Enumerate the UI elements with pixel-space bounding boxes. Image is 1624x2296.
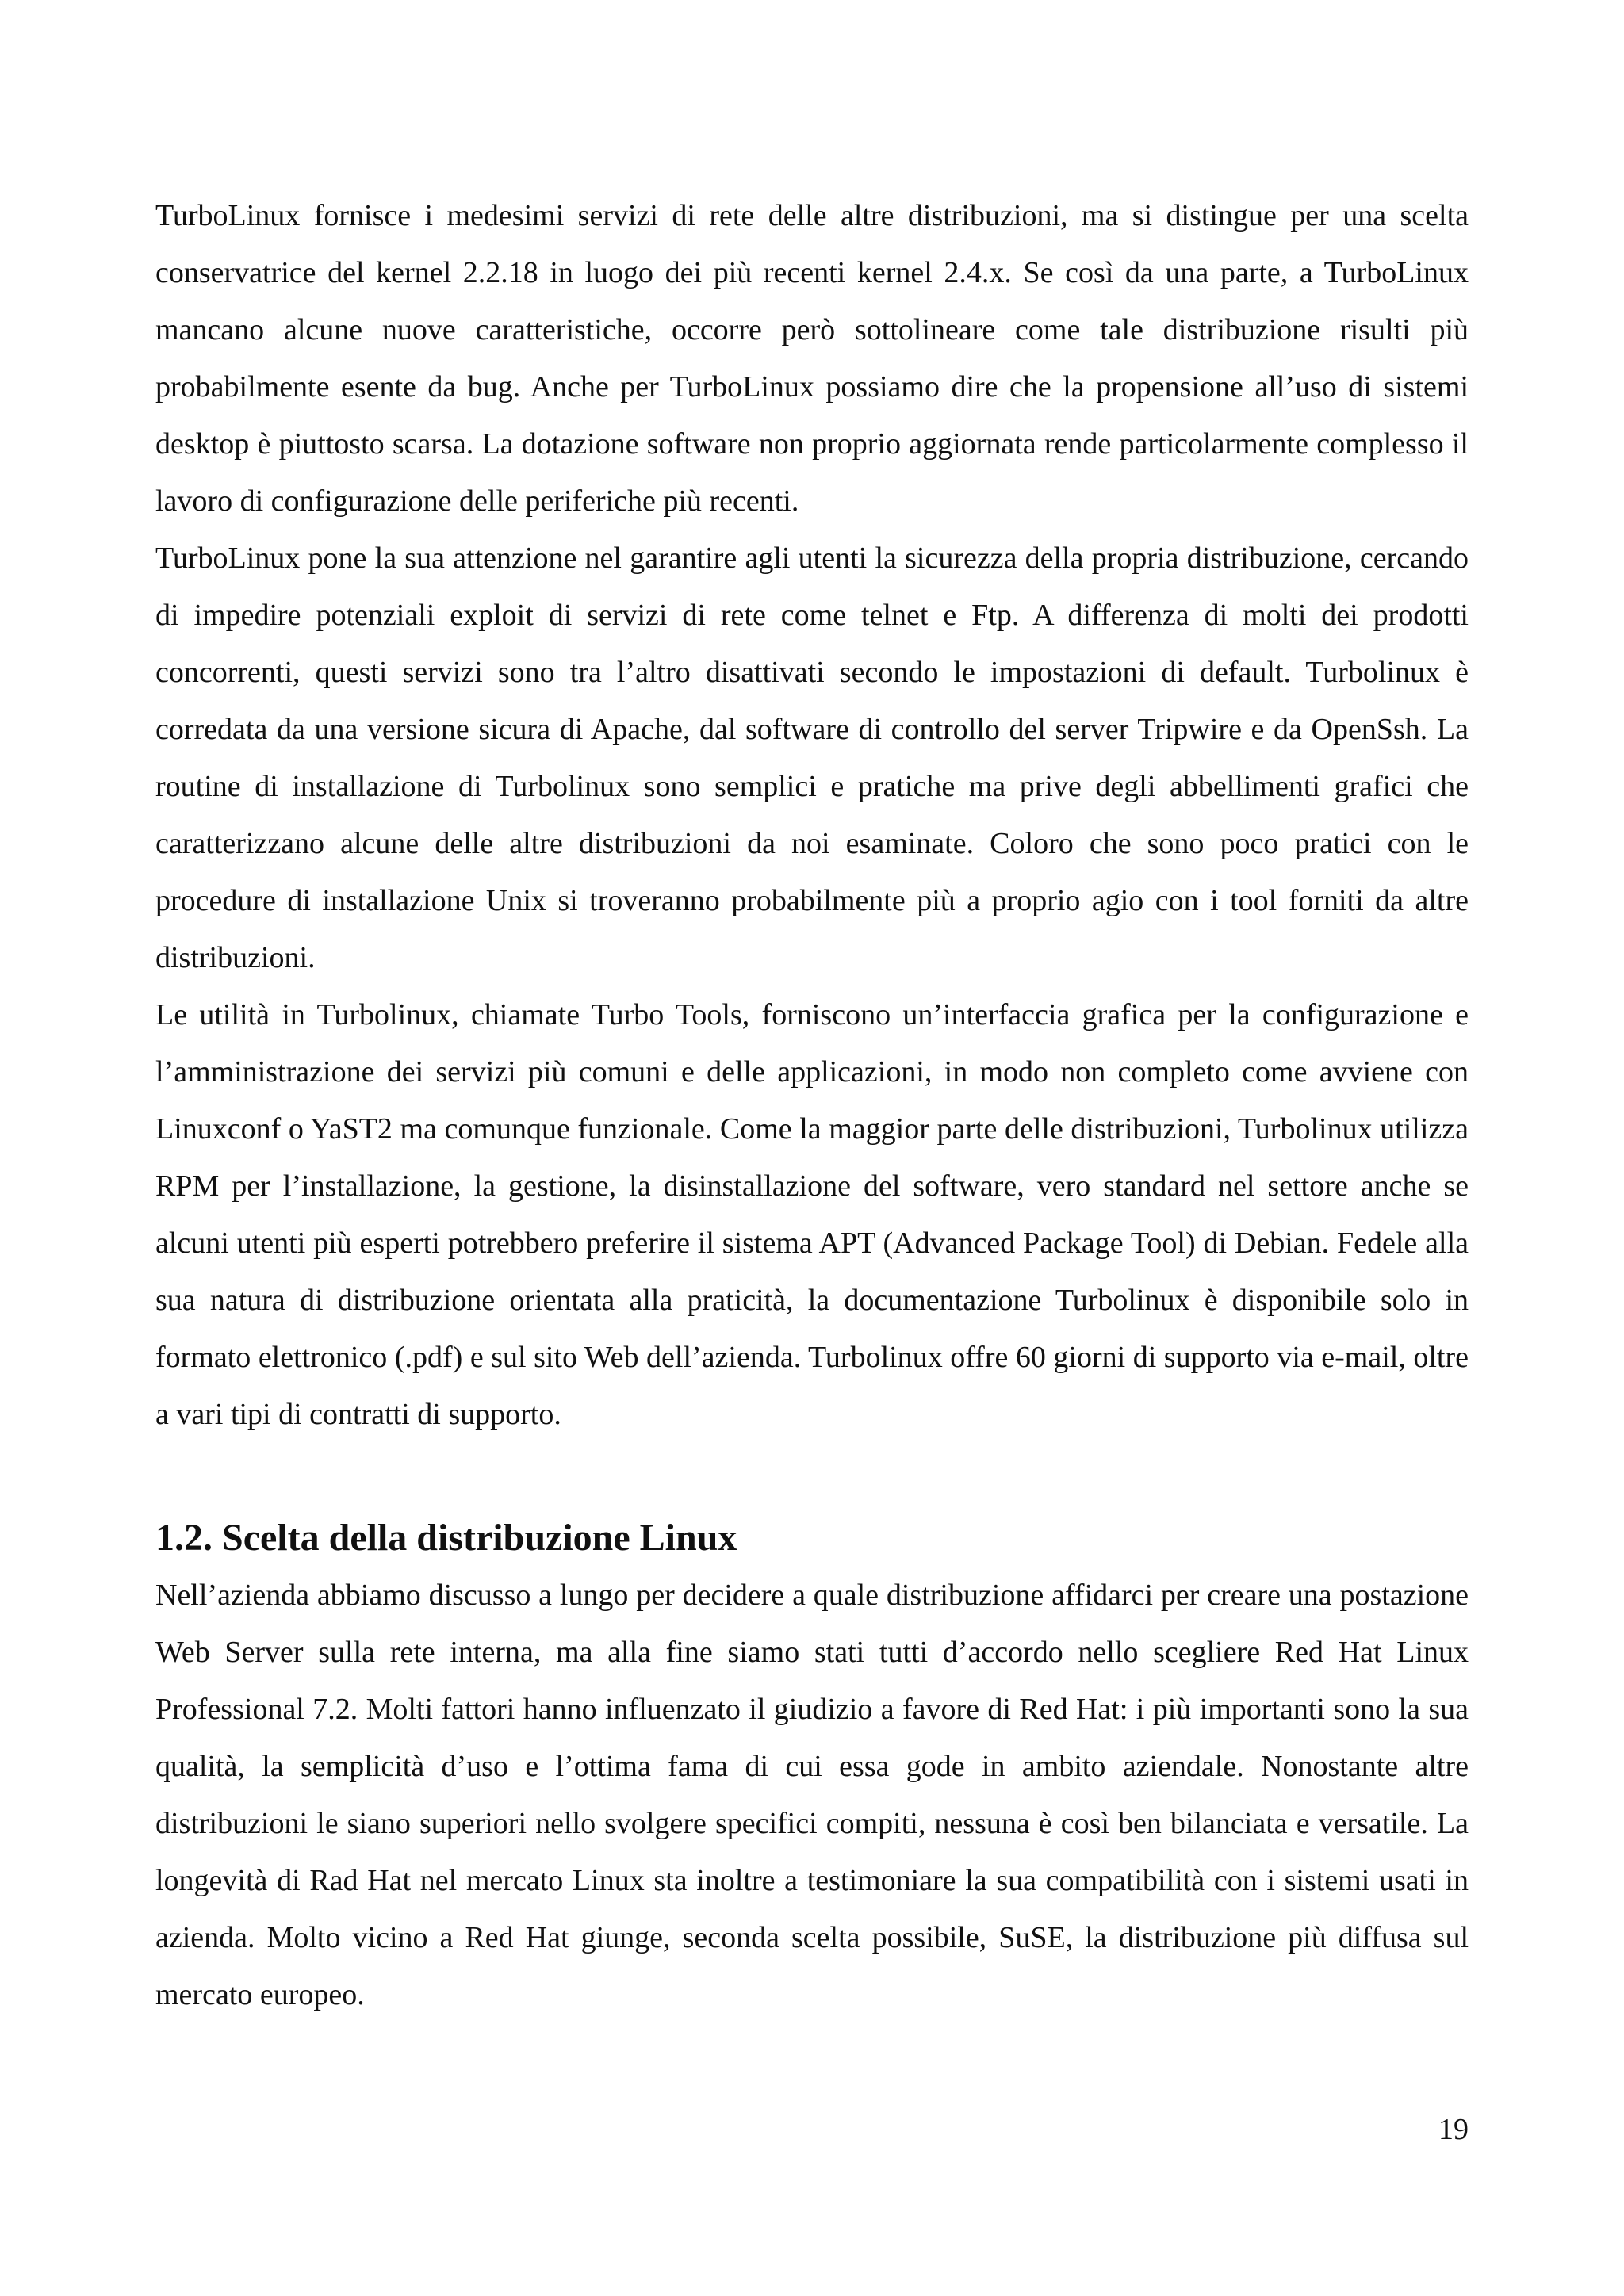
page-content (155, 187, 1469, 2023)
page-number: 19 (1438, 2113, 1469, 2146)
paragraph-turbolinux-tools: Le utilità in Turbolinux, chiamate Turbo Tools, forniscono un’interfaccia grafica per la configurazione e l’amministrazione dei servizi più comuni e delle applicazioni, in modo non completo come avviene con Linuxconf o YaST2 ma comunque funzionale. Come la maggior parte delle distribuzioni, Turbolinux utilizza RPM per l’installazione, la gestione, la disinstallazione del software, vero standard nel settore anche se alcuni utenti più esperti potrebbero preferire il sistema APT (Advanced Package Tool) di Debian. Fedele alla sua natura di distribuzione orientata alla praticità, la documentazione Turbolinux è disponibile solo in formato elettronico (.pdf) e sul sito Web dell’azienda. Turbolinux offre 60 giorni di supporto via e-mail, oltre a vari tipi di contratti di supporto. (155, 998, 1469, 1431)
paragraph-distribution-choice: Nell’azienda abbiamo discusso a lungo per decidere a quale distribuzione affidarci per creare una postazione Web Server sulla rete interna, ma alla fine siamo stati tutti d’accordo nello scegliere Red Hat Linux Professional 7.2. Molti fattori hanno influenzato il giudizio a favore di Red Hat: i più importanti sono la sua qualità, la semplicità d’uso e l’ottima fama di cui essa gode in ambito aziendale. Nonostante altre distribuzioni le siano superiori nello svolgere specifici compiti, nessuna è così ben bilanciata e versatile. La longevità di Rad Hat nel mercato Linux sta inoltre a testimoniare la sua compatibilità con i sistemi usati in azienda. Molto vicino a Red Hat giunge, seconda scelta possibile, SuSE, la distribuzione più diffusa sul mercato europeo. (155, 1578, 1469, 2011)
paragraph-turbolinux-security: TurboLinux pone la sua attenzione nel garantire agli utenti la sicurezza della propria distribuzione, cercando di impedire potenziali exploit di servizi di rete come telnet e Ftp. A differenza di molti dei prodotti concorrenti, questi servizi sono tra l’altro disattivati secondo le impostazioni di default. Turbolinux è corredata da una versione sicura di Apache, dal software di controllo del server Tripwire e da OpenSsh. La routine di installazione di Turbolinux sono semplici e pratiche ma prive degli abbellimenti grafici che caratterizzano alcune delle altre distribuzioni da noi esaminate. Coloro che sono poco pratici con le procedure di installazione Unix si troveranno probabilmente più a proprio agio con i tool forniti da altre distribuzioni. (155, 541, 1469, 974)
paragraph-turbolinux-kernel: TurboLinux fornisce i medesimi servizi di rete delle altre distribuzioni, ma si distingue per una scelta conservatrice del kernel 2.2.18 in luogo dei più recenti kernel 2.4.x. Se così da una parte, a TurboLinux mancano alcune nuove caratteristiche, occorre però sottolineare come tale distribuzione risulti più probabilmente esente da bug. Anche per TurboLinux possiamo dire che la propensione all’uso di sistemi desktop è piuttosto scarsa. La dotazione software non proprio aggiornata rende particolarmente complesso il lavoro di configurazione delle periferiche più recenti. (155, 199, 1469, 518)
section-title: 1.2. Scelta della distribuzione Linux (155, 1517, 737, 1559)
